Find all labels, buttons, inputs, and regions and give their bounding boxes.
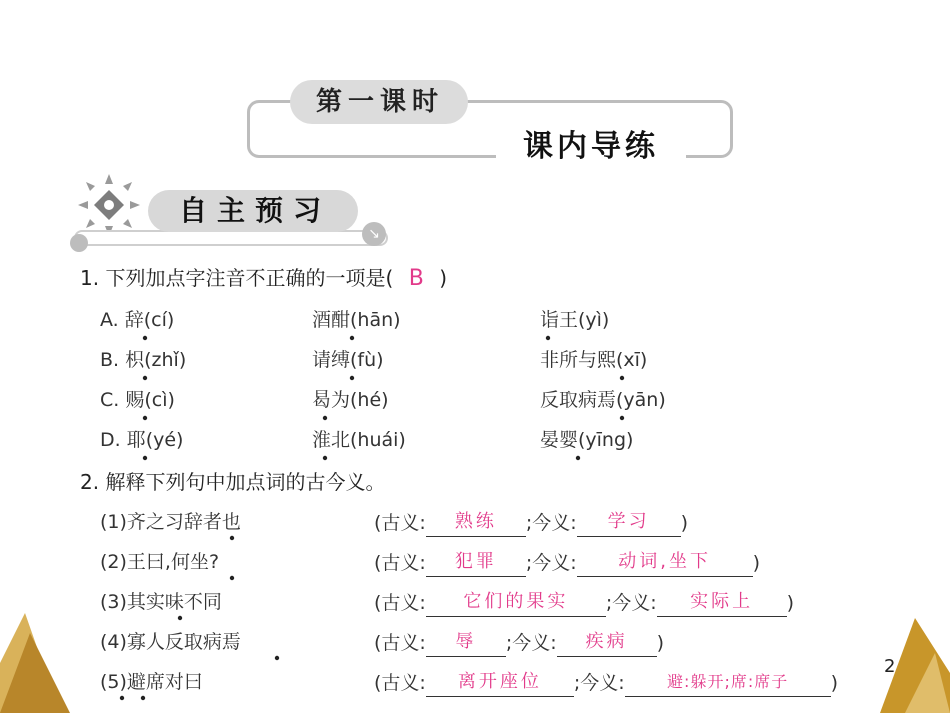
option-a-1: A. 辞(cí) (100, 309, 175, 331)
gloss-row-5 (374, 668, 838, 697)
jin-label: ;今义: (505, 632, 557, 654)
option-c-2: 曷为(hé) (312, 389, 389, 411)
question-2-stem: 2. 解释下列句中加点词的古今义。 (80, 470, 386, 494)
arrow-down-right-icon: ↘ (362, 222, 386, 246)
jin-label: ;今义: (525, 552, 577, 574)
close-paren: ) (656, 632, 665, 654)
question-1-close: ) (439, 266, 448, 290)
option-a-3: 诣王(yì) (540, 309, 610, 331)
gu-answer: 犯罪 (426, 548, 526, 577)
page-number: 2 (884, 656, 896, 677)
gu-answer: 离开座位 (426, 668, 574, 697)
gu-answer: 熟练 (426, 508, 526, 537)
play-icon (70, 234, 88, 252)
section-bar (74, 230, 388, 246)
option-b-2: 请缚(fù) (312, 349, 384, 371)
gloss-row-3 (374, 588, 794, 617)
option-d-2: 淮北(huái) (312, 429, 406, 451)
sentence-2: (2)王曰,何坐? (100, 551, 220, 573)
gloss-row-2 (374, 548, 760, 577)
lesson-label: 第一课时 (315, 87, 444, 117)
close-paren: ) (786, 592, 795, 614)
gu-label: (古义: (374, 512, 426, 534)
question-1-stem (80, 264, 447, 293)
jin-label: ;今义: (605, 592, 657, 614)
jin-answer: 避:躲开;席:席子 (625, 668, 831, 697)
close-paren: ) (680, 512, 689, 534)
gu-label: (古义: (374, 672, 426, 694)
option-a-2: 酒酣(hān) (312, 309, 401, 331)
option-d-1: D. 耶(yé) (100, 429, 184, 451)
gu-answer: 辱 (426, 628, 506, 657)
gu-answer: 它们的果实 (426, 588, 606, 617)
option-c-1: C. 赐(cì) (100, 389, 175, 411)
jin-answer: 疾病 (557, 628, 657, 657)
sentence-4: (4)寡人反取病焉 (100, 631, 241, 653)
question-1-text: 1. 下列加点字注音不正确的一项是( (80, 266, 394, 290)
jin-answer: 学习 (577, 508, 681, 537)
sentence-3: (3)其实味不同 (100, 591, 222, 613)
option-b-1: B. 枳(zhǐ) (100, 349, 187, 371)
jin-label: ;今义: (573, 672, 625, 694)
jin-label: ;今义: (525, 512, 577, 534)
lesson-subtitle: 课内导练 (496, 126, 686, 168)
sentence-5: (5)避席对曰 (100, 671, 203, 693)
gloss-row-1 (374, 508, 688, 537)
close-paren: ) (752, 552, 761, 574)
option-b-3: 非所与熙(xī) (540, 349, 648, 371)
jin-answer: 动词,坐下 (577, 548, 753, 577)
jin-answer: 实际上 (657, 588, 787, 617)
close-paren: ) (830, 672, 839, 694)
section-title: 自主预习 (178, 194, 331, 227)
gu-label: (古义: (374, 592, 426, 614)
gloss-row-4 (374, 628, 664, 657)
ornament-icon (76, 172, 142, 238)
option-c-3: 反取病焉(yān) (540, 389, 666, 411)
question-1-answer: B (408, 266, 424, 291)
gu-label: (古义: (374, 552, 426, 574)
sentence-1: (1)齐之习辞者也 (100, 511, 241, 533)
option-d-3: 晏婴(yīng) (540, 429, 634, 451)
gu-label: (古义: (374, 632, 426, 654)
